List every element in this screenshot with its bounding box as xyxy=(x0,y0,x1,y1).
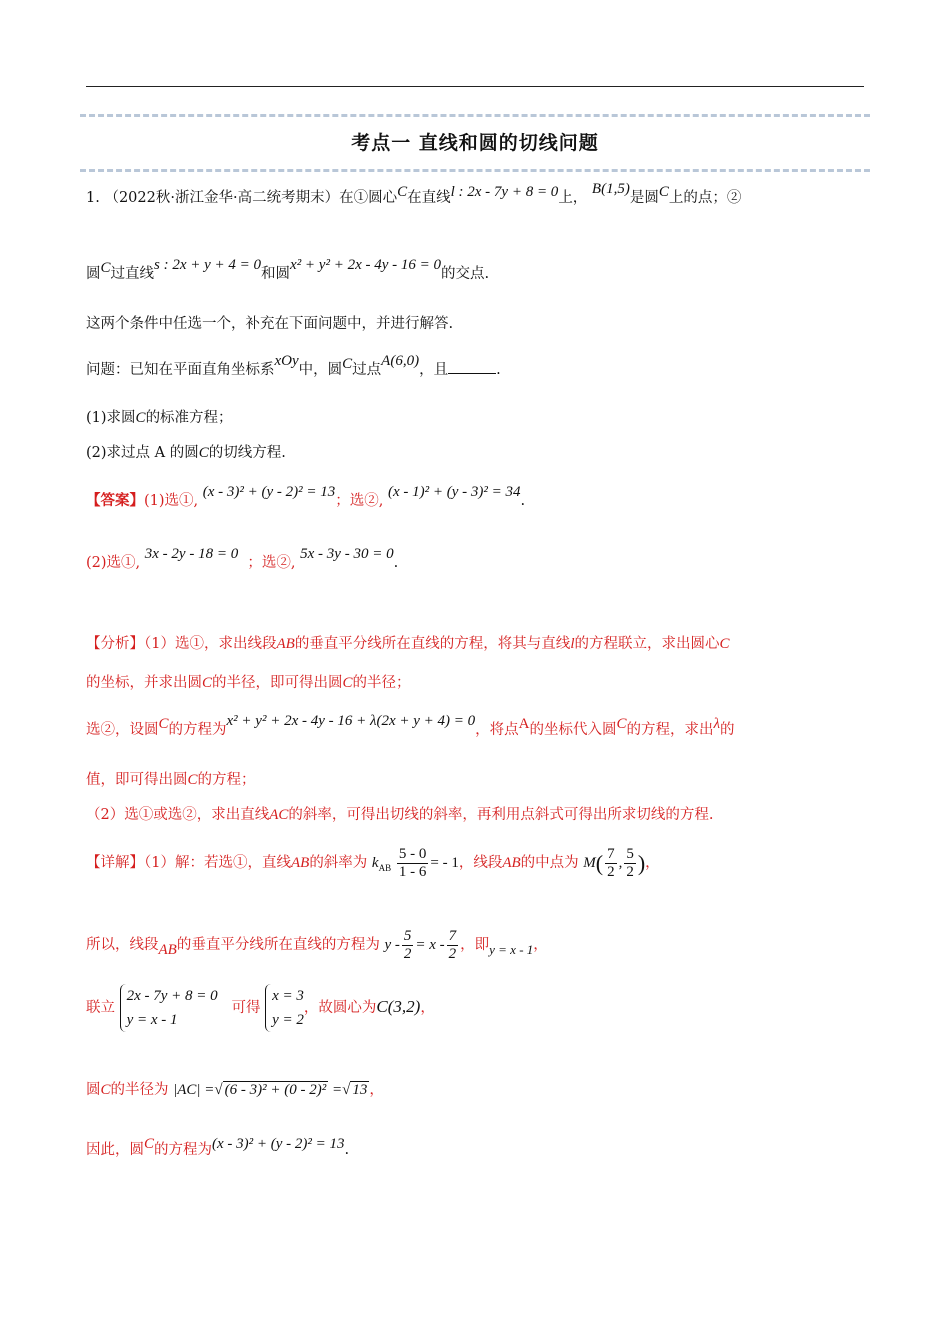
title-divider-top xyxy=(80,114,870,117)
point-a: A(6,0) xyxy=(381,353,420,369)
analysis-line-4: 值，即可得出圆C的方程； xyxy=(86,772,256,788)
equation-system: 2x - 7y + 8 = 0 y = x - 1 xyxy=(120,984,218,1032)
slope-fraction: $\frac{5 - 0}{1 - 6}$ xyxy=(398,846,427,880)
problem-line-1: 1. （2022秋·浙江金华·高二统考期末）在①圆心C在直线l : 2x - 7y + 8 = 0上， B(1,5)是圆C上的点；② xyxy=(86,181,742,206)
circle-equation: x² + y² + 2x - 4y - 16 = 0 xyxy=(290,257,442,273)
detail-line-5: 因此，圆C的方程为(x - 3)² + (y - 2)² = 13. xyxy=(86,1136,350,1158)
problem-question: 问题：已知在平面直角坐标系xOy中，圆C过点A(6,0)，且 . xyxy=(86,353,501,378)
detail-line-3: 联立 2x - 7y + 8 = 0 y = x - 1 可得 x = 3 y = 2 ，故圆心为C(3,2)， xyxy=(86,984,435,1032)
line-s-equation: s : 2x + y + 4 = 0 xyxy=(154,257,262,273)
detail-line-4: 圆C的半径为 |AC| =√ (6 - 3)² + (0 - 2)² =√ 13 ， xyxy=(86,1082,384,1098)
answer-label: 【答案】 xyxy=(86,492,144,509)
final-equation: (x - 3)² + (y - 2)² = 13 xyxy=(212,1136,345,1152)
answer-line-2: (2)选①, 3x - 2y - 18 = 0 ；选②, 5x - 3y - 30 = 0. xyxy=(86,546,399,571)
bisector-equation: y - $\frac{5}{2}$ = x - $\frac{7}{2}$ xyxy=(384,928,457,962)
analysis-line-2: 的坐标，并求出圆C的半径，即可得出圆C的半径； xyxy=(86,675,411,691)
header-rule xyxy=(86,86,864,87)
detail-line-2: 所以，线段AB的垂直平分线所在直线的方程为 y - $\frac{5}{2}$ = x - $\frac{7}{2}$ ，即y = x - 1， xyxy=(86,928,548,962)
analysis-line-3: 选②，设圆C的方程为x² + y² + 2x - 4y - 16 + λ(2x + y + 4) = 0，将点A的坐标代入圆C的方程，求出λ的 xyxy=(86,713,735,738)
problem-source: （2022秋·浙江金华·高二统考期末） xyxy=(104,190,340,206)
section-title: 考点一 直线和圆的切线问题 xyxy=(351,132,599,154)
line-l-equation: l : 2x - 7y + 8 = 0 xyxy=(450,184,559,200)
detail-label: 【详解】 xyxy=(86,854,144,871)
analysis-line-5: （2）选①或选②，求出直线AC的斜率，可得出切线的斜率，再利用点斜式可得出所求切线的方程. xyxy=(86,807,714,823)
midpoint-m: M( $\frac{7}{2}$ , $\frac{5}{2}$ ) xyxy=(583,846,646,880)
detail-line-1: 【详解】（1）解：若选①，直线AB的斜率为 $k_{AB}$ $\frac{5 - 0}{1 - 6}$ = - 1，线段AB的中点为 M( $\frac{7}{2}$ , $\frac{5}{2}$ )， xyxy=(86,846,660,880)
sub-question-2: (2)求过点 A 的圆C的切线方程. xyxy=(86,445,286,461)
point-b: B(1,5) xyxy=(591,181,630,197)
radius-equation: |AC| =√ (6 - 3)² + (0 - 2)² =√ 13 xyxy=(173,1082,368,1098)
analysis-line-1: 【分析】（1）选①，求出线段AB的垂直平分线所在直线的方程，将其与直线l的方程联立，求出圆心C xyxy=(86,636,730,652)
fill-blank xyxy=(448,361,496,374)
solution-system: x = 3 y = 2 xyxy=(265,984,304,1032)
problem-choose: 这两个条件中任选一个，补充在下面问题中，并进行解答. xyxy=(86,316,454,332)
analysis-label: 【分析】 xyxy=(86,636,144,652)
problem-number: 1. xyxy=(86,190,100,206)
sub-question-1: (1)求圆C的标准方程； xyxy=(86,410,233,426)
title-divider-bottom xyxy=(80,169,870,172)
answer-line-1: 【答案】(1)选①, (x - 3)² + (y - 2)² = 13；选②, (x - 1)² + (y - 3)² = 34. xyxy=(86,484,526,509)
problem-line-2: 圆C过直线s : 2x + y + 4 = 0和圆x² + y² + 2x - 4y - 16 = 0的交点. xyxy=(86,257,490,282)
